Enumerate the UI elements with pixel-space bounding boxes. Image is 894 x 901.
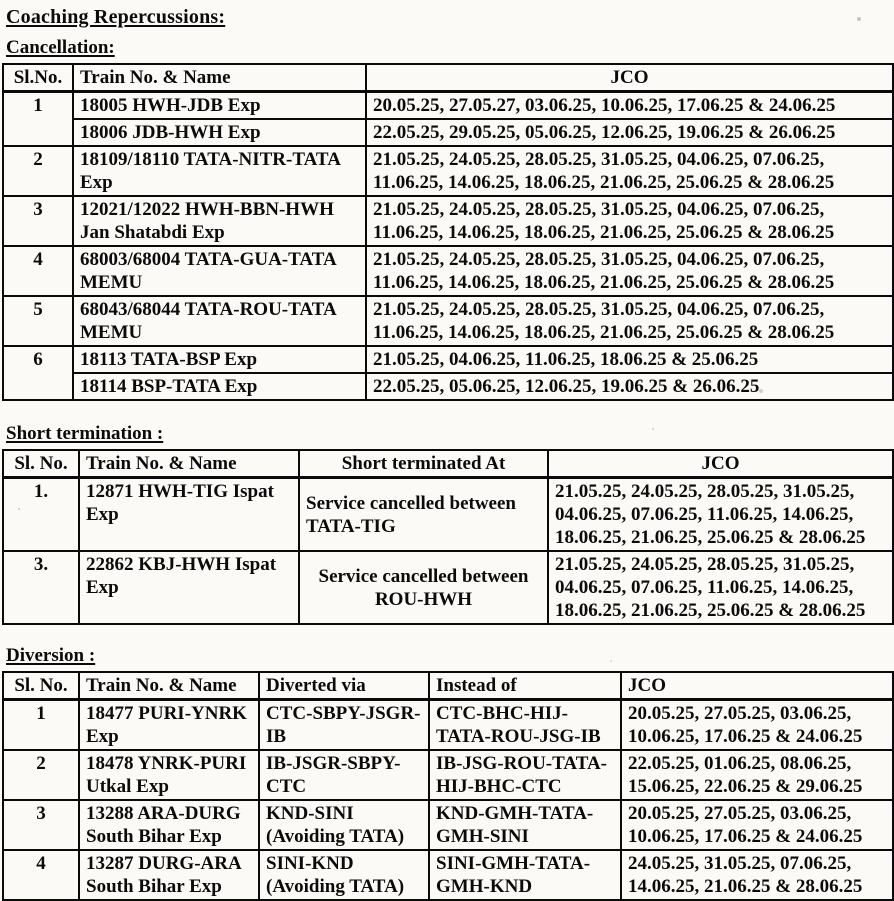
train-cell: 18477 PURI-YNRK Exp	[79, 700, 259, 751]
diversion-table	[2, 671, 894, 901]
slno-cell: 2	[3, 146, 73, 196]
jco-cell: 21.05.25, 24.05.25, 28.05.25, 31.05.25, 04.06.25, 07.06.25, 11.06.25, 14.06.25, 18.06.25, 21.06.25, 25.06.25 & 28.06.25	[366, 296, 893, 346]
jco-cell: 21.05.25, 24.05.25, 28.05.25, 31.05.25, 04.06.25, 07.06.25, 11.06.25, 14.06.25, 18.06.25, 21.06.25, 25.06.25 & 28.06.25	[366, 146, 893, 196]
instead-of-cell: SINI-GMH-TATA-GMH-KND	[429, 850, 621, 900]
jco-cell: 21.05.25, 24.05.25, 28.05.25, 31.05.25, 04.06.25, 07.06.25, 11.06.25, 14.06.25, 18.06.25, 21.06.25, 25.06.25 & 28.06.25	[548, 478, 893, 552]
table-row	[3, 346, 893, 373]
diversion-col-slno: Sl. No.	[3, 672, 79, 700]
instead-of-cell: KND-GMH-TATA-GMH-SINI	[429, 800, 621, 850]
short-termination-col-jco: JCO	[548, 450, 893, 478]
short-termination-heading: Short termination :	[6, 423, 164, 444]
jco-cell: 21.05.25, 24.05.25, 28.05.25, 31.05.25, 04.06.25, 07.06.25, 11.06.25, 14.06.25, 18.06.25, 21.06.25, 25.06.25 & 28.06.25	[548, 551, 893, 624]
terminated-at-cell: Service cancelled between TATA-TIG	[299, 478, 548, 552]
slno-cell: 1.	[3, 478, 79, 552]
cancellation-col-jco: JCO	[366, 64, 893, 92]
table-row	[3, 373, 893, 400]
jco-cell: 21.05.25, 24.05.25, 28.05.25, 31.05.25, 04.06.25, 07.06.25, 11.06.25, 14.06.25, 18.06.25, 21.06.25, 25.06.25 & 28.06.25	[366, 246, 893, 296]
table-row	[3, 551, 893, 624]
slno-cell: 4	[3, 850, 79, 900]
short-termination-header-row	[3, 450, 893, 478]
jco-cell: 20.05.25, 27.05.25, 03.06.25, 10.06.25, 17.06.25 & 24.06.25	[621, 800, 893, 850]
instead-of-cell: IB-JSG-ROU-TATA-HIJ-BHC-CTC	[429, 750, 621, 800]
table-row	[3, 700, 893, 751]
diversion-col-jco: JCO	[621, 672, 893, 700]
cancellation-heading: Cancellation:	[6, 37, 115, 58]
instead-of-cell: CTC-BHC-HIJ-TATA-ROU-JSG-IB	[429, 700, 621, 751]
train-cell: 12021/12022 HWH-BBN-HWH Jan Shatabdi Exp	[73, 196, 366, 246]
table-row	[3, 800, 893, 850]
cancellation-col-train: Train No. & Name	[73, 64, 366, 92]
slno-cell: 2	[3, 750, 79, 800]
short-termination-col-train: Train No. & Name	[79, 450, 299, 478]
cancellation-header-row	[3, 64, 893, 92]
short-termination-col-slno: Sl. No.	[3, 450, 79, 478]
jco-cell: 22.05.25, 05.06.25, 12.06.25, 19.06.25 & 26.06.25	[366, 373, 893, 400]
diversion-col-train: Train No. & Name	[79, 672, 259, 700]
short-termination-table	[2, 449, 894, 625]
table-row	[3, 119, 893, 146]
train-cell: 18109/18110 TATA-NITR-TATA Exp	[73, 146, 366, 196]
diverted-via-cell: IB-JSGR-SBPY-CTC	[259, 750, 429, 800]
slno-cell: 1	[3, 92, 73, 147]
table-row	[3, 750, 893, 800]
train-cell: 68043/68044 TATA-ROU-TATA MEMU	[73, 296, 366, 346]
train-cell: 18113 TATA-BSP Exp	[73, 346, 366, 373]
jco-cell: 24.05.25, 31.05.25, 07.06.25, 14.06.25, 21.06.25 & 28.06.25	[621, 850, 893, 900]
terminated-at-cell: Service cancelled between ROU-HWH	[299, 551, 548, 624]
train-cell: 18478 YNRK-PURI Utkal Exp	[79, 750, 259, 800]
cancellation-col-slno: Sl.No.	[3, 64, 73, 92]
short-termination-col-terminated: Short terminated At	[299, 450, 548, 478]
table-row	[3, 146, 893, 196]
diversion-heading: Diversion :	[6, 645, 96, 666]
slno-cell: 1	[3, 700, 79, 751]
train-cell: 12871 HWH-TIG Ispat Exp	[79, 478, 299, 552]
slno-cell: 3	[3, 800, 79, 850]
diverted-via-cell: KND-SINI (Avoiding TATA)	[259, 800, 429, 850]
jco-cell: 20.05.25, 27.05.27, 03.06.25, 10.06.25, 17.06.25 & 24.06.25	[366, 92, 893, 120]
table-row	[3, 246, 893, 296]
slno-cell: 6	[3, 346, 73, 400]
jco-cell: 22.05.25, 01.06.25, 08.06.25, 15.06.25, 22.06.25 & 29.06.25	[621, 750, 893, 800]
diversion-header-row	[3, 672, 893, 700]
cancellation-table	[2, 63, 894, 401]
slno-cell: 4	[3, 246, 73, 296]
table-row	[3, 478, 893, 552]
slno-cell: 3	[3, 196, 73, 246]
train-cell: 18005 HWH-JDB Exp	[73, 92, 366, 120]
jco-cell: 22.05.25, 29.05.25, 05.06.25, 12.06.25, 19.06.25 & 26.06.25	[366, 119, 893, 146]
table-row	[3, 196, 893, 246]
train-cell: 18114 BSP-TATA Exp	[73, 373, 366, 400]
slno-cell: 5	[3, 296, 73, 346]
train-cell: 13287 DURG-ARA South Bihar Exp	[79, 850, 259, 900]
jco-cell: 21.05.25, 04.06.25, 11.06.25, 18.06.25 & 25.06.25	[366, 346, 893, 373]
table-row	[3, 850, 893, 900]
table-row	[3, 296, 893, 346]
train-cell: 68003/68004 TATA-GUA-TATA MEMU	[73, 246, 366, 296]
table-row	[3, 92, 893, 120]
diversion-col-instead: Instead of	[429, 672, 621, 700]
jco-cell: 20.05.25, 27.05.25, 03.06.25, 10.06.25, 17.06.25 & 24.06.25	[621, 700, 893, 751]
document-title: Coaching Repercussions:	[6, 6, 226, 28]
train-cell: 22862 KBJ-HWH Ispat Exp	[79, 551, 299, 624]
jco-cell: 21.05.25, 24.05.25, 28.05.25, 31.05.25, 04.06.25, 07.06.25, 11.06.25, 14.06.25, 18.06.25, 21.06.25, 25.06.25 & 28.06.25	[366, 196, 893, 246]
train-cell: 13288 ARA-DURG South Bihar Exp	[79, 800, 259, 850]
diverted-via-cell: CTC-SBPY-JSGR-IB	[259, 700, 429, 751]
slno-cell: 3.	[3, 551, 79, 624]
diversion-col-via: Diverted via	[259, 672, 429, 700]
train-cell: 18006 JDB-HWH Exp	[73, 119, 366, 146]
diverted-via-cell: SINI-KND (Avoiding TATA)	[259, 850, 429, 900]
